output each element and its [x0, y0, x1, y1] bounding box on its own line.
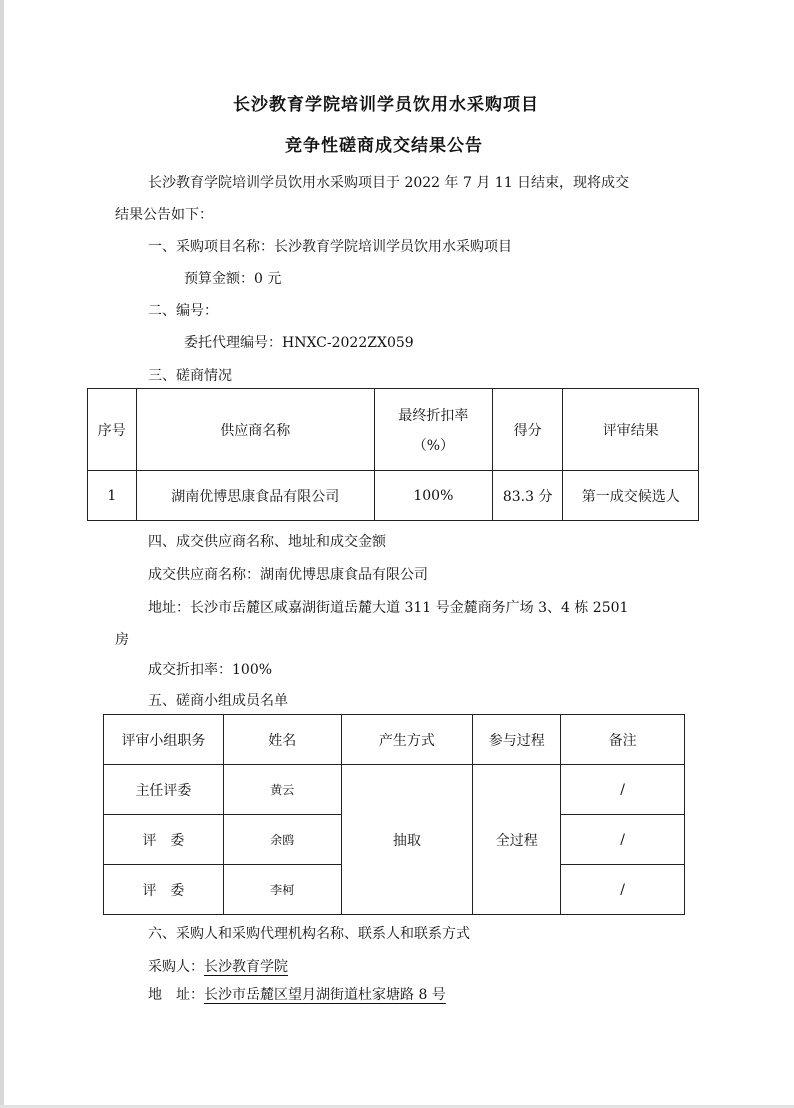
winning-supplier: 成交供应商名称：湖南优博思康食品有限公司	[148, 567, 428, 583]
panel-method: 抽取	[341, 765, 473, 915]
negotiation-table	[87, 388, 699, 521]
panel-table	[103, 714, 685, 915]
section5-heading: 五、磋商小组成员名单	[148, 693, 288, 709]
supplier-address-1: 地址：长沙市岳麓区咸嘉湖街道岳麓大道 311 号金麓商务广场 3、4 栋 2501	[148, 600, 629, 616]
agent-number: 委托代理编号：HNXC-2022ZX059	[184, 335, 414, 351]
panel-header-note: 备注	[561, 715, 685, 765]
panel-member-name: 余鸥	[223, 815, 341, 865]
buyer-name: 长沙教育学院	[204, 959, 288, 975]
panel-role: 评 委	[104, 865, 224, 915]
intro-line-1: 长沙教育学院培训学员饮用水采购项目于 2022 年 7 月 11 日结束，现将成交	[148, 175, 630, 191]
cell-score: 83.3 分	[492, 471, 563, 521]
section3-heading: 三、磋商情况	[148, 368, 232, 384]
panel-header-method: 产生方式	[341, 715, 473, 765]
header-discount	[374, 389, 492, 471]
buyer-line	[148, 956, 288, 976]
panel-member-name: 李柯	[223, 865, 341, 915]
buyer-address-line	[148, 984, 446, 1004]
panel-header-row	[104, 715, 685, 765]
table-row	[88, 471, 699, 521]
section6-heading: 六、采购人和采购代理机构名称、联系人和联系方式	[148, 926, 470, 942]
cell-discount: 100%	[374, 471, 492, 521]
panel-note: /	[561, 815, 685, 865]
panel-header-process: 参与过程	[473, 715, 561, 765]
header-discount-unit: （%）	[412, 437, 455, 454]
panel-role: 评 委	[104, 815, 224, 865]
buyer-address: 长沙市岳麓区望月湖街道杜家塘路 8 号	[204, 987, 446, 1003]
intro-line-2: 结果公告如下：	[115, 207, 213, 223]
section1-heading: 一、采购项目名称：长沙教育学院培训学员饮用水采购项目	[148, 239, 512, 255]
supplier-address-2: 房	[115, 632, 129, 648]
panel-member-name: 黄云	[223, 765, 341, 815]
table-header-row	[88, 389, 699, 471]
title-line-1: 长沙教育学院培训学员饮用水采购项目	[233, 95, 539, 115]
section2-heading: 二、编号：	[148, 303, 218, 319]
header-discount-label: 最终折扣率	[398, 407, 469, 424]
cell-supplier: 湖南优博思康食品有限公司	[136, 471, 374, 521]
panel-role: 主任评委	[104, 765, 224, 815]
section4-heading: 四、成交供应商名称、地址和成交金额	[148, 534, 386, 550]
cell-seq: 1	[88, 471, 137, 521]
cell-result: 第一成交候选人	[563, 471, 699, 521]
header-supplier: 供应商名称	[136, 389, 374, 471]
panel-header-name: 姓名	[223, 715, 341, 765]
scan-edge-left	[0, 0, 4, 1108]
title-line-2: 竞争性磋商成交结果公告	[285, 136, 483, 156]
table-row	[104, 765, 685, 815]
budget-amount: 预算金额：0 元	[184, 271, 282, 287]
panel-header-role: 评审小组职务	[104, 715, 224, 765]
header-result: 评审结果	[563, 389, 699, 471]
header-score: 得分	[492, 389, 563, 471]
panel-note: /	[561, 765, 685, 815]
buyer-label: 采购人：	[148, 959, 204, 975]
buyer-address-label: 地 址：	[148, 987, 204, 1003]
panel-process: 全过程	[473, 765, 561, 915]
winning-discount: 成交折扣率：100%	[148, 662, 273, 678]
header-seq: 序号	[88, 389, 137, 471]
panel-note: /	[561, 865, 685, 915]
